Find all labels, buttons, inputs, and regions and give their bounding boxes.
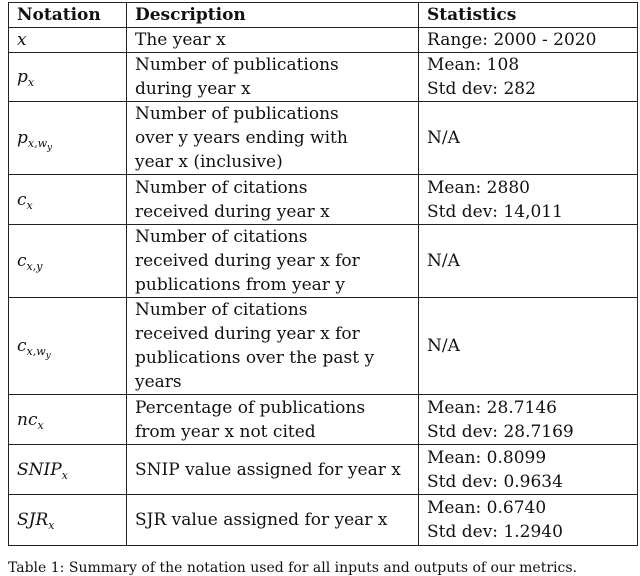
table-row [9,395,638,445]
statistics-line: Range: 2000 - 2020 [427,30,597,50]
notation-cell [9,28,127,53]
description-cell [127,53,419,102]
statistics-line: Mean: 0.8099 [427,447,547,468]
statistics-cell [419,395,638,445]
header-statistics: Statistics [419,3,638,28]
description-line: Number of citations [135,177,308,198]
description-line: during year x [135,79,251,99]
table-row [9,53,638,102]
table-body [9,28,638,546]
notation-symbol: $SJR_x$ [17,510,55,532]
description-line: SJR value assigned for year x [135,510,388,530]
table-row [9,298,638,395]
table-row [9,495,638,546]
description-cell [127,395,419,445]
statistics-cell [419,495,638,546]
notation-symbol: $nc_x$ [17,409,44,432]
notation-cell [9,225,127,298]
description-line: publications from year y [135,275,345,295]
notation-cell [9,495,127,546]
description-line: Number of publications [135,104,339,124]
statistics-cell [419,298,638,395]
description-line: The year x [135,30,226,50]
description-cell [127,175,419,225]
description-line: from year x not cited [135,421,316,442]
notation-cell [9,175,127,225]
statistics-line: Std dev: 28.7169 [427,421,574,442]
description-line: received during year x [135,201,330,222]
description-line: received during year x for [135,251,360,271]
description-cell [127,225,419,298]
description-cell [127,445,419,495]
description-line: Number of publications [135,55,339,75]
notation-symbol: $c_{x,y}$ [17,251,43,273]
description-cell [127,298,419,395]
statistics-cell [419,225,638,298]
statistics-line: Mean: 28.7146 [427,397,557,418]
notation-cell [9,395,127,445]
description-line: year x (inclusive) [135,152,283,172]
header-row [9,3,638,28]
statistics-cell [419,445,638,495]
description-cell [127,102,419,175]
description-line: received during year x for [135,324,360,344]
description-cell [127,495,419,546]
notation-symbol: $SNIP_x$ [17,459,68,482]
notation-symbol: $p_{x,w_y}$ [17,128,53,153]
notation-symbol: $c_{x,w_y}$ [17,336,51,361]
table-row [9,445,638,495]
notation-symbol: x [17,30,27,50]
statistics-line: N/A [427,251,460,271]
header-description: Description [127,3,419,28]
table-row [9,28,638,53]
table-row [9,102,638,175]
description-line: Percentage of publications [135,397,366,418]
statistics-line: Std dev: 14,011 [427,201,563,222]
description-line: Number of citations [135,300,308,320]
description-cell [127,28,419,53]
notation-cell [9,53,127,102]
statistics-cell [419,53,638,102]
notation-symbol: $c_x$ [17,189,33,212]
statistics-cell [419,102,638,175]
notation-table [8,2,638,546]
statistics-cell [419,175,638,225]
table-row [9,225,638,298]
statistics-line: Mean: 108 [427,55,520,75]
notation-cell [9,445,127,495]
notation-cell [9,298,127,395]
statistics-cell [419,28,638,53]
description-line: SNIP value assigned for year x [135,459,401,480]
description-line: years [135,372,182,392]
statistics-line: Std dev: 282 [427,79,536,99]
statistics-line: Mean: 0.6740 [427,498,547,518]
description-line: publications over the past y [135,348,375,368]
statistics-line: Mean: 2880 [427,177,530,198]
header-notation: Notation [9,3,127,28]
statistics-line: N/A [427,336,460,356]
description-line: Number of citations [135,227,308,247]
statistics-line: N/A [427,128,460,148]
table-row [9,175,638,225]
statistics-line: Std dev: 0.9634 [427,471,563,492]
notation-symbol: $p_x$ [17,67,35,89]
statistics-line: Std dev: 1.2940 [427,522,563,542]
table-caption: Table 1: Summary of the notation used for all inputs and outputs of our metrics. [8,560,577,576]
notation-cell [9,102,127,175]
description-line: over y years ending with [135,128,348,148]
